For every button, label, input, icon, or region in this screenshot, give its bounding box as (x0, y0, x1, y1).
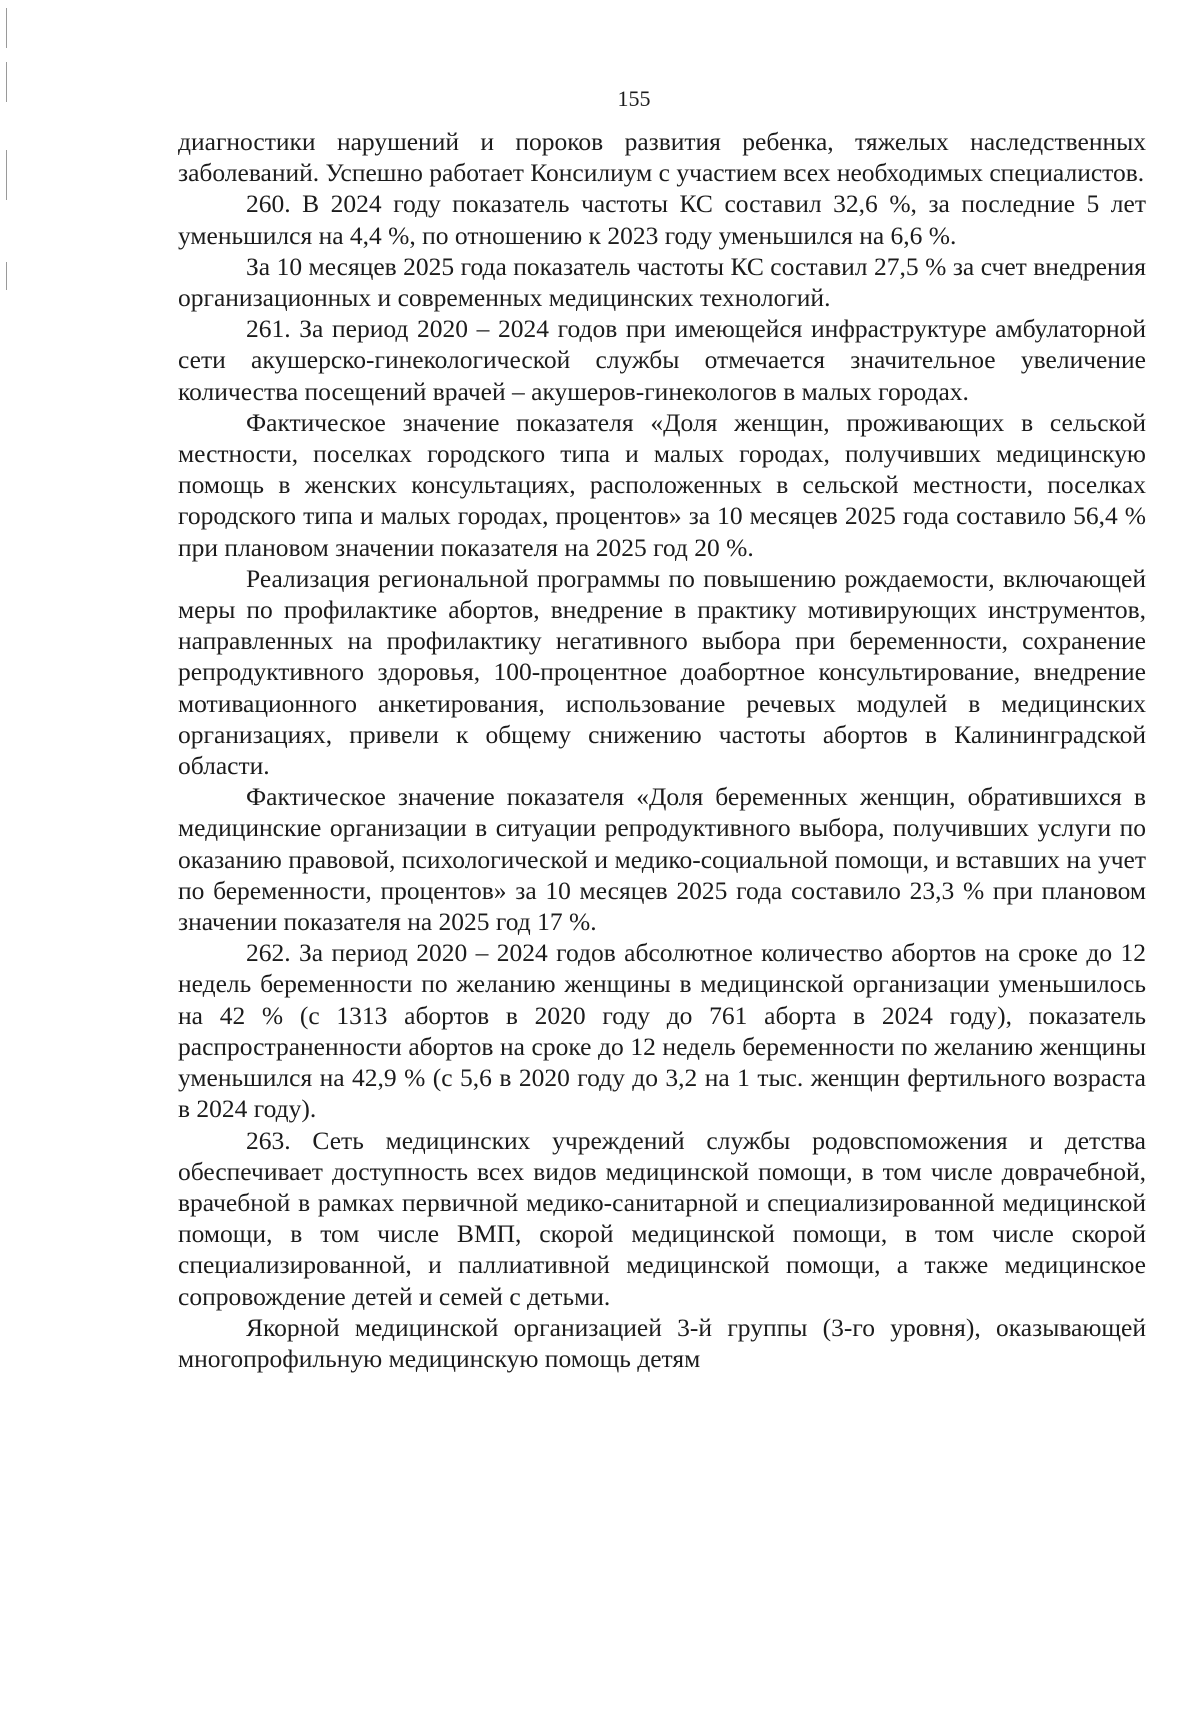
document-body (178, 126, 1146, 1374)
page-number: 155 (617, 86, 651, 111)
paragraph: За 10 месяцев 2025 года показатель частоты КС составил 27,5 % за счет внедрения организационных и современных медицинских технологий. (178, 251, 1146, 313)
paragraph: диагностики нарушений и пороков развития ребенка, тяжелых наследственных заболеваний. Успешно работает Консилиум с участием всех необходимых специалистов. (178, 127, 1146, 188)
paragraph: 260. В 2024 году показатель частоты КС составил 32,6 %, за последние 5 лет уменьшился на 4,4 %, по отношению к 2023 году уменьшился на 6,6 %. (178, 189, 1146, 250)
paragraph: Фактическое значение показателя «Доля женщин, проживающих в сельской местности, поселках городского типа и малых городах, получивших медицинскую помощь в женских консультациях, расположенных в сельской местности, поселках городского типа и малых городах, процентов» за 10 месяцев 2025 года составило 56,4 % при плановом значении показателя на 2025 год 20 %. (178, 407, 1146, 562)
paragraph: Фактическое значение показателя «Доля беременных женщин, обратившихся в медицинские организации в ситуации репродуктивного выбора, получивших услуги по оказанию правовой, психологической и медико-социальной помощи, и вставших на учет по беременности, процентов» за 10 месяцев 2025 года составило 23,3 % при плановом значении показателя на 2025 год 17 %. (178, 782, 1146, 937)
scan-mark (6, 150, 7, 200)
scan-mark (6, 8, 7, 48)
scan-mark (6, 262, 7, 290)
scan-edge-marks (6, 0, 9, 300)
paragraph: 262. За период 2020 – 2024 годов абсолютное количество абортов на сроке до 12 недель беременности по желанию женщины в медицинской организации уменьшилось на 42 % (с 1313 абортов в 2020 году до 761 аборта в 2024 году), показатель распространенности абортов на сроке до 12 недель беременности по желанию женщины уменьшился на 42,9 % (с 5,6 в 2020 году до 3,2 на 1 тыс. женщин фертильного возраста в 2024 году). (178, 938, 1146, 1124)
paragraph: Якорной медицинской организацией 3-й группы (3-го уровня), оказывающей многопрофильную медицинскую помощь детям (178, 1312, 1146, 1373)
scan-mark (6, 62, 7, 102)
paragraph: Реализация региональной программы по повышению рождаемости, включающей меры по профилактике абортов, внедрение в практику мотивирующих инструментов, направленных на профилактику негативного выбора при беременности, сохранение репродуктивного здоровья, 100-процентное доабортное консультирование, внедрение мотивационного анкетирования, использование речевых модулей в медицинских организациях, привели к общему снижению частоты абортов в Калининградской области. (178, 563, 1146, 781)
paragraph: 263. Сеть медицинских учреждений службы родовспоможения и детства обеспечивает доступность всех видов медицинской помощи, в том числе доврачебной, врачебной в рамках первичной медико-санитарной и специализированной медицинской помощи, в том числе ВМП, скорой медицинской помощи, в том числе скорой специализированной, и паллиативной медицинской помощи, а также медицинское сопровождение детей и семей с детьми. (178, 1125, 1146, 1311)
paragraph: 261. За период 2020 – 2024 годов при имеющейся инфраструктуре амбулаторной сети акушерско-гинекологической службы отмечается значительное увеличение количества посещений врачей – акушеров-гинекологов в малых городах. (178, 314, 1146, 406)
